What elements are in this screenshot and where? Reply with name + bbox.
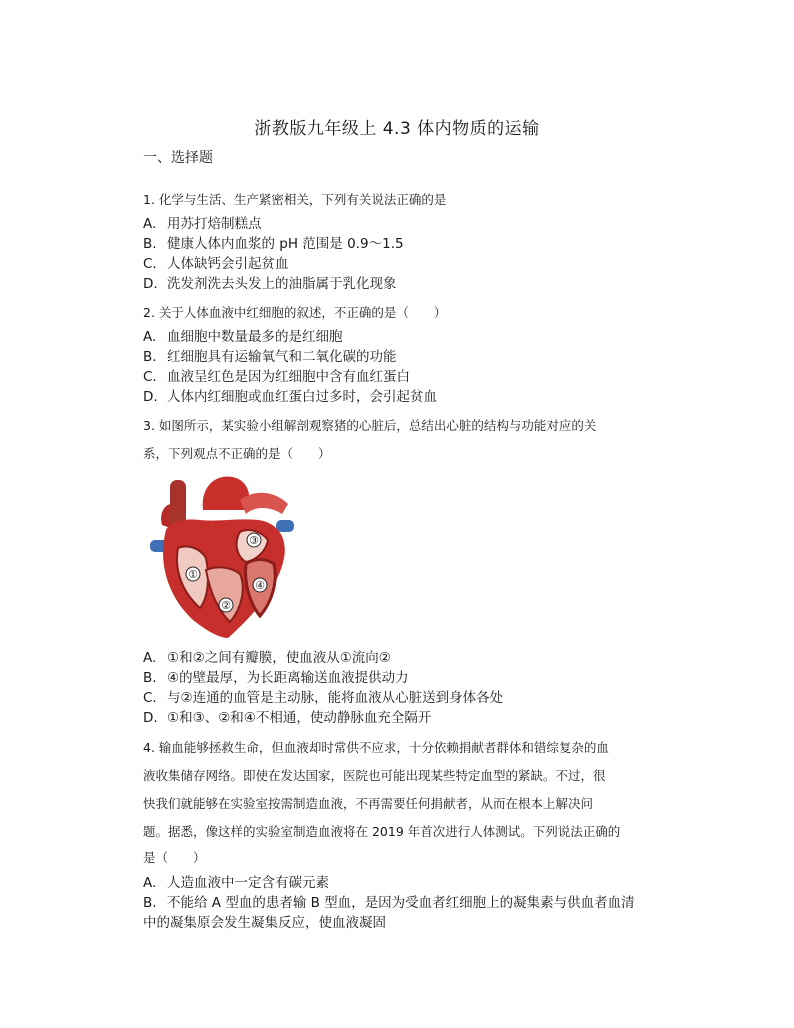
option-text: 与②连通的血管是主动脉，能将血液从心脏送到身体各处	[167, 690, 504, 706]
option-text: 洗发剂洗去头发上的油脂属于乳化现象	[167, 276, 397, 292]
option-label: B.	[143, 895, 157, 911]
option-text: 用苏打焙制糕点	[167, 216, 262, 232]
pulmonary-vein-shape	[276, 520, 294, 532]
label-2: ②	[221, 599, 231, 612]
question-3-stem-line-1: 3. 如图所示，某实验小组解剖观察猪的心脏后，总结出心脏的结构与功能对应的关	[143, 418, 597, 433]
option-label: C.	[143, 369, 157, 385]
label-1: ①	[188, 568, 198, 581]
option-label: D.	[143, 276, 158, 292]
question-3-option-b	[143, 669, 409, 687]
option-label: D.	[143, 389, 158, 405]
question-3-stem-line-2: 系，下列观点不正确的是（ ）	[143, 446, 331, 461]
question-4-stem-line-3: 快我们就能够在实验室按需制造血液，不再需要任何捐献者，从而在根本上解决问	[143, 796, 594, 811]
heart-figure	[148, 470, 298, 640]
question-2-option-d	[143, 388, 437, 406]
label-4: ④	[255, 579, 265, 592]
heart-illustration	[148, 470, 298, 640]
question-4-option-b-continued	[143, 914, 386, 932]
option-label: A.	[143, 216, 157, 232]
option-text: 不能给 A 型血的患者输 B 型血，是因为受血者红细胞上的凝集素与供血者血清	[167, 895, 635, 911]
page-title: 浙教版九年级上 4.3 体内物质的运输	[254, 119, 540, 139]
option-label: A.	[143, 650, 157, 666]
question-3-option-a	[143, 649, 391, 667]
question-4-stem-line-2: 液收集储存网络。即使在发达国家，医院也可能出现某些特定血型的紧缺。不过，很	[143, 768, 606, 783]
option-text: 人造血液中一定含有碳元素	[167, 875, 329, 891]
question-1-option-d	[143, 275, 397, 293]
option-text: 血细胞中数量最多的是红细胞	[167, 329, 343, 345]
option-text: ①和③、②和④不相通，使动静脉血充全隔开	[167, 710, 432, 726]
question-2-option-a	[143, 328, 343, 346]
option-label: A.	[143, 875, 157, 891]
question-2-option-b	[143, 348, 397, 366]
question-4-stem-line-5: 是（ ）	[143, 850, 206, 865]
option-label: C.	[143, 690, 157, 706]
option-label: B.	[143, 349, 157, 365]
question-1-option-b	[143, 235, 404, 253]
question-3-option-d	[143, 709, 431, 727]
option-text: ①和②之间有瓣膜，使血液从①流向②	[167, 650, 391, 666]
option-text: 红细胞具有运输氧气和二氧化碳的功能	[167, 349, 397, 365]
option-text: 人体内红细胞或血红蛋白过多时，会引起贫血	[167, 389, 437, 405]
option-text: ④的壁最厚，为长距离输送血液提供动力	[167, 670, 409, 686]
option-label: A.	[143, 329, 157, 345]
option-text: 中的凝集原会发生凝集反应，使血液凝固	[143, 915, 386, 931]
question-4-stem-line-1: 4. 输血能够拯救生命，但血液却时常供不应求，十分依赖捐献者群体和错综复杂的血	[143, 740, 609, 755]
option-text: 人体缺钙会引起贫血	[167, 256, 289, 272]
question-4-stem-line-4: 题。据悉，像这样的实验室制造血液将在 2019 年首次进行人体测试。下列说法正确的	[143, 824, 621, 839]
question-2-stem: 2. 关于人体血液中红细胞的叙述，不正确的是（ ）	[143, 305, 447, 320]
option-label: D.	[143, 710, 158, 726]
question-1-stem: 1. 化学与生活、生产紧密相关，下列有关说法正确的是	[143, 192, 447, 207]
option-label: B.	[143, 670, 157, 686]
option-label: B.	[143, 236, 157, 252]
question-1-option-c	[143, 255, 289, 273]
option-text: 健康人体内血浆的 pH 范围是 0.9～1.5	[167, 236, 404, 252]
question-3-option-c	[143, 689, 503, 707]
option-text: 血液呈红色是因为红细胞中含有血红蛋白	[167, 369, 410, 385]
question-4-option-b	[143, 894, 635, 912]
question-4-option-a	[143, 874, 329, 892]
label-3: ③	[249, 534, 259, 547]
pulmonary-artery-shape	[240, 493, 288, 514]
option-label: C.	[143, 256, 157, 272]
section-heading: 一、选择题	[143, 150, 213, 166]
question-1-option-a	[143, 215, 262, 233]
question-2-option-c	[143, 368, 410, 386]
